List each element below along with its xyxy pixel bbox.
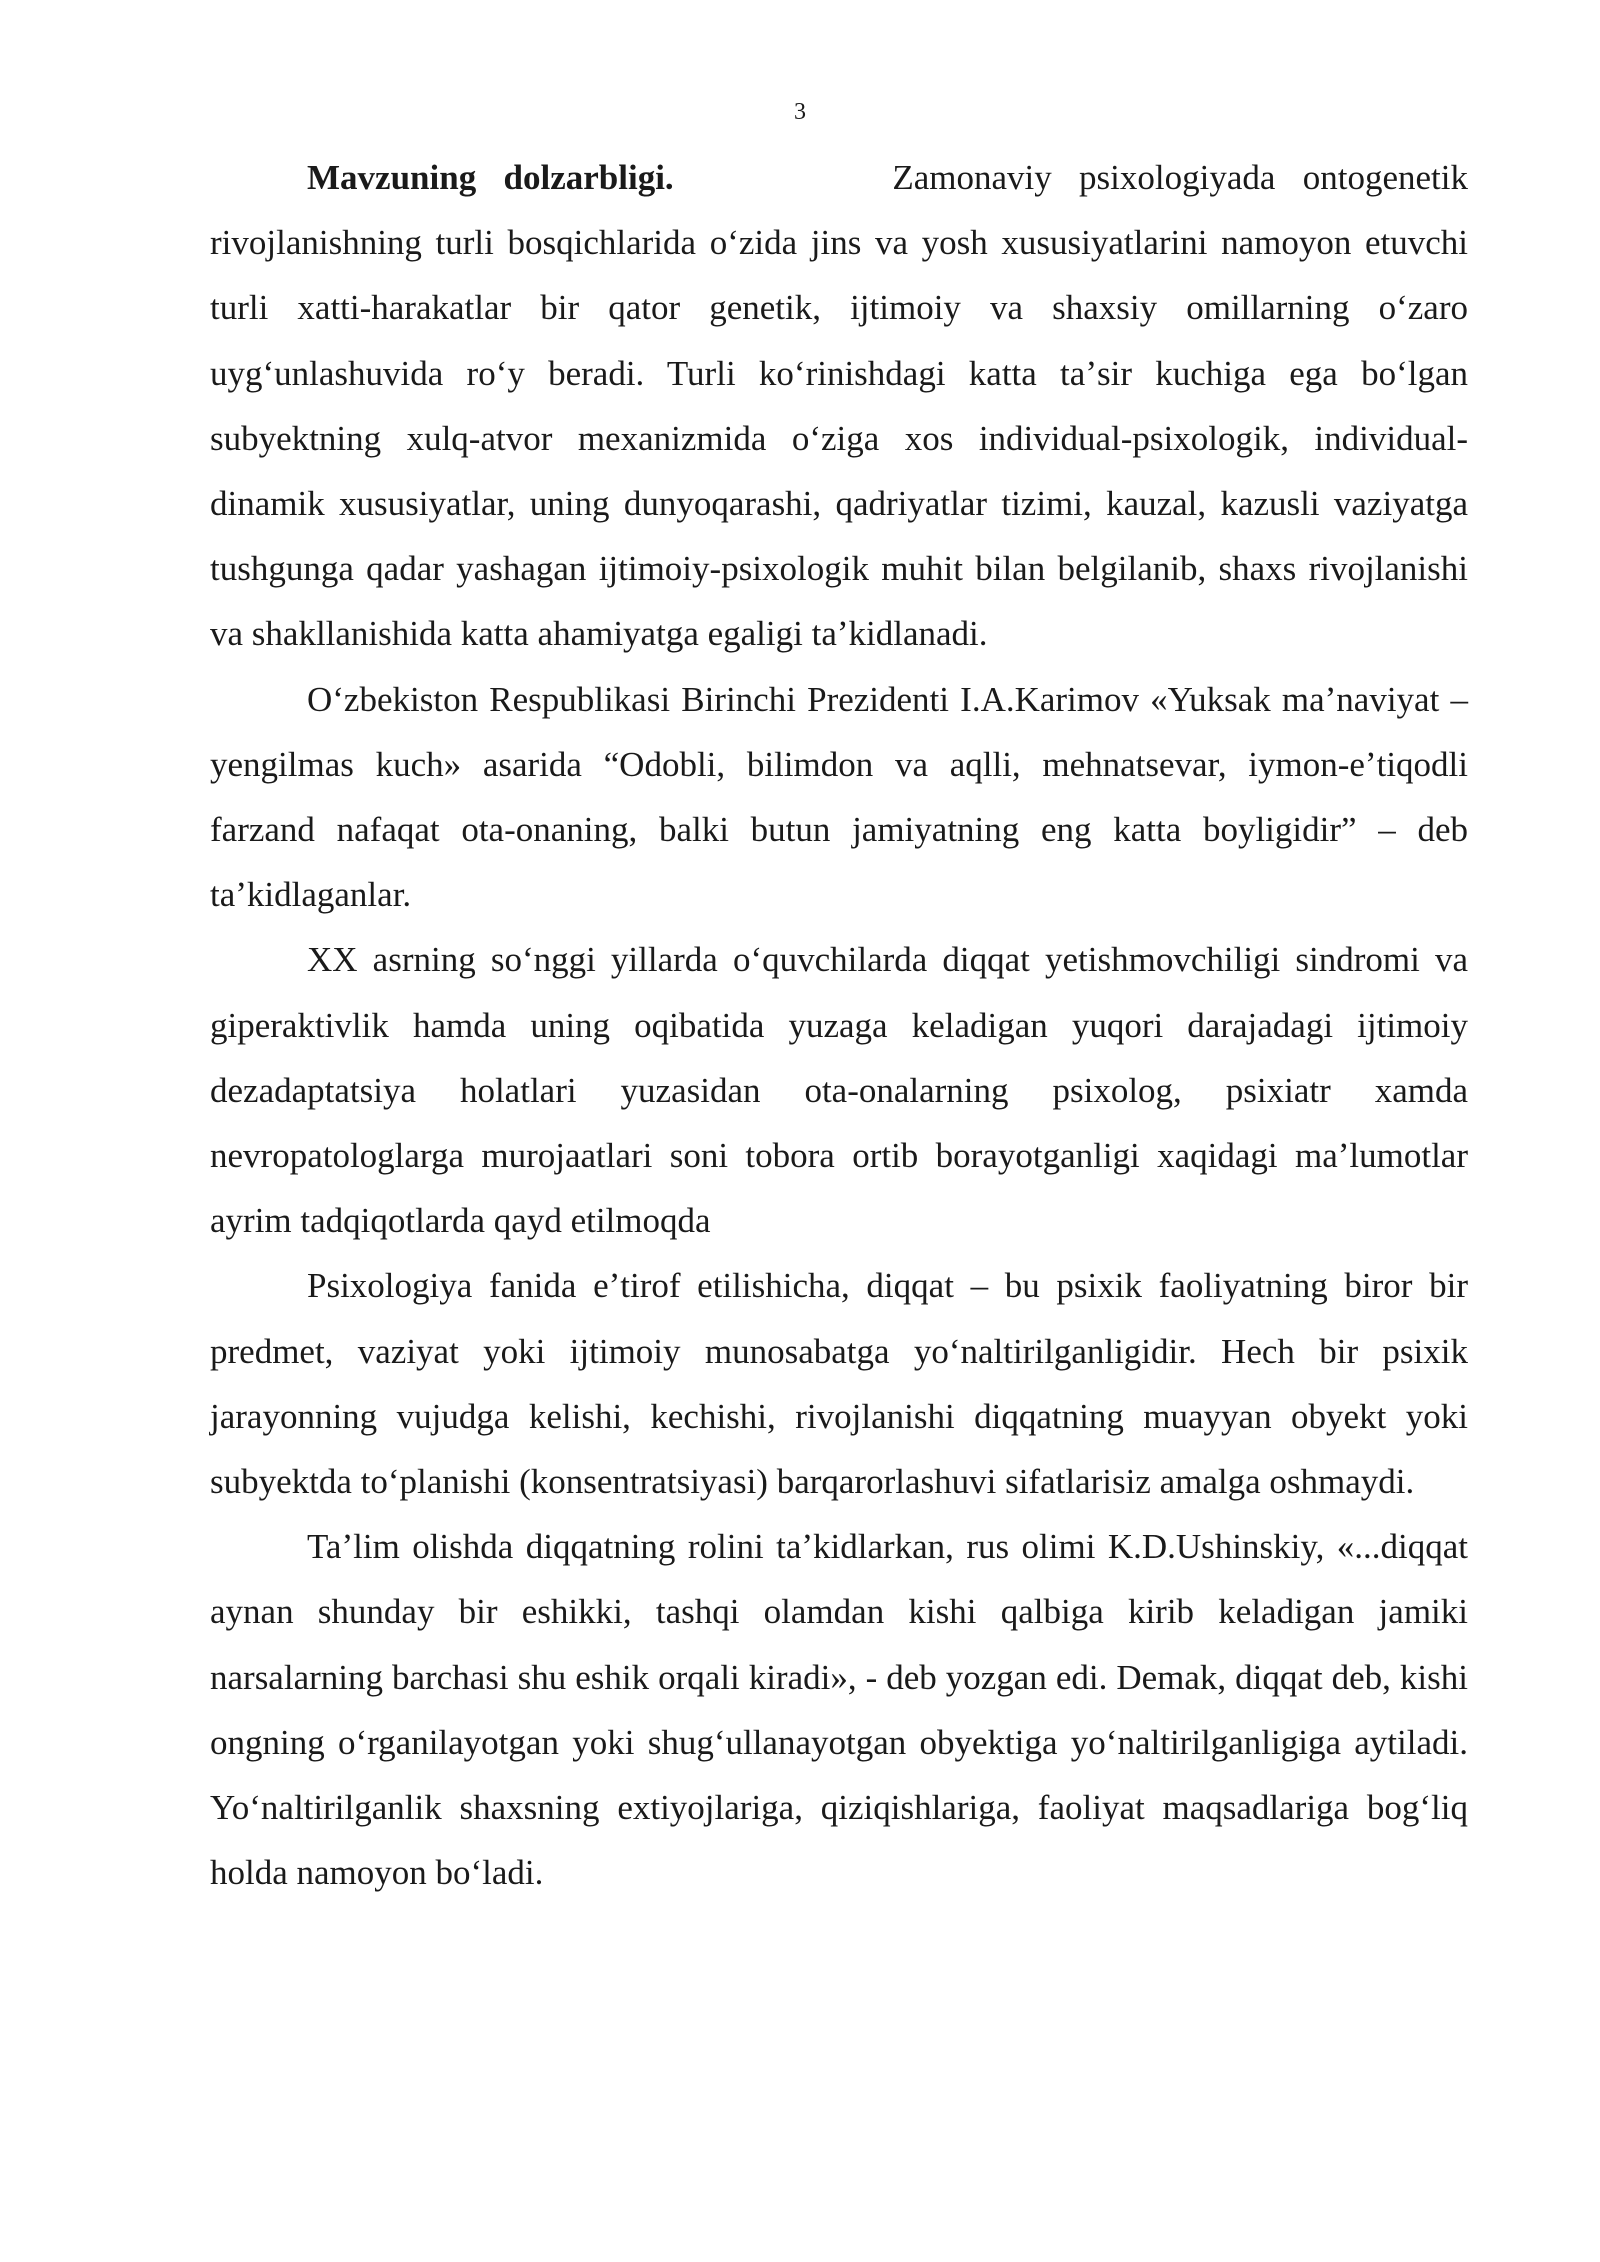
paragraph-karimov-quote: Oʻzbekiston Respublikasi Birinchi Prezidenti I.A.Karimov «Yuksak maʼnaviyat – yengilmas kuch» asarida “Odobli, bilimdon va aqlli, mehnatsevar, iymon-eʼtiqodli farzand nafaqat ota-onaning, balki butun jamiyatning eng katta boyligidir” – deb taʼkidlaganlar.	[210, 679, 1468, 915]
page-number: 3	[794, 99, 806, 125]
document-body	[210, 145, 1468, 1905]
spacer	[674, 158, 893, 197]
section-heading-relevance: Mavzuning dolzarbligi.	[307, 158, 674, 197]
paragraph-relevance	[210, 145, 1468, 667]
paragraph-ushinsky-quote: Taʼlim olishda diqqatning rolini taʼkidlarkan, rus olimi K.D.Ushinskiy, «...diqqat aynan shunday bir eshikki, tashqi olamdan kishi qalbiga kirib keladigan jamiki narsalarning barchasi shu eshik orqali kiradi», - deb yozgan edi. Demak, diqqat deb, kishi ongning oʻrganilayotgan yoki shugʻullanayotgan obyektiga yoʻnaltirilganligiga aytiladi. Yoʻnaltirilganlik shaxsning extiyojlariga, qiziqishlariga, faoliyat maqsadlariga bogʻliq holda namoyon boʻladi.	[210, 1527, 1468, 1893]
paragraph-text: Zamonaviy psixologiyada ontogenetik rivojlanishning turli bosqichlarida oʻzida jins va yosh xususiyatlarini namoyon etuvchi turli xatti-harakatlar bir qator genetik, ijtimoiy va shaxsiy omillarning oʻzaro uygʻunlashuvida roʻy beradi. Turli koʻrinishdagi katta taʼsir kuchiga ega boʻlgan subyektning xulq-atvor mexanizmida oʻziga xos individual-psixologik, individual-dinamik xususiyatlar, uning dunyoqarashi, qadriyatlar tizimi, kauzal, kazusli vaziyatga tushgunga qadar yashagan ijtimoiy-psixologik muhit bilan belgilanib, shaxs rivojlanishi va shakllanishida katta ahamiyatga egaligi taʼkidlanadi.	[210, 158, 1468, 654]
paragraph-attention-definition: Psixologiya fanida eʼtirof etilishicha, diqqat – bu psixik faoliyatning biror bir predmet, vaziyat yoki ijtimoiy munosabatga yoʻnaltirilganligidir. Hech bir psixik jarayonning vujudga kelishi, kechishi, rivojlanishi diqqatning muayyan obyekt yoki subyektda toʻplanishi (konsentratsiyasi) barqarorlashuvi sifatlarisiz amalga oshmaydi.	[210, 1266, 1468, 1502]
paragraph-adhd-statistics: XX asrning soʻnggi yillarda oʻquvchilarda diqqat yetishmovchiligi sindromi va giperaktivlik hamda uning oqibatida yuzaga keladigan yuqori darajadagi ijtimoiy dezadaptatsiya holatlari yuzasidan ota-onalarning psixolog, psixiatr xamda nevropatologlarga murojaatlari soni tobora ortib borayotganligi xaqidagi maʼlumotlar ayrim tadqiqotlarda qayd etilmoqda	[210, 940, 1468, 1241]
